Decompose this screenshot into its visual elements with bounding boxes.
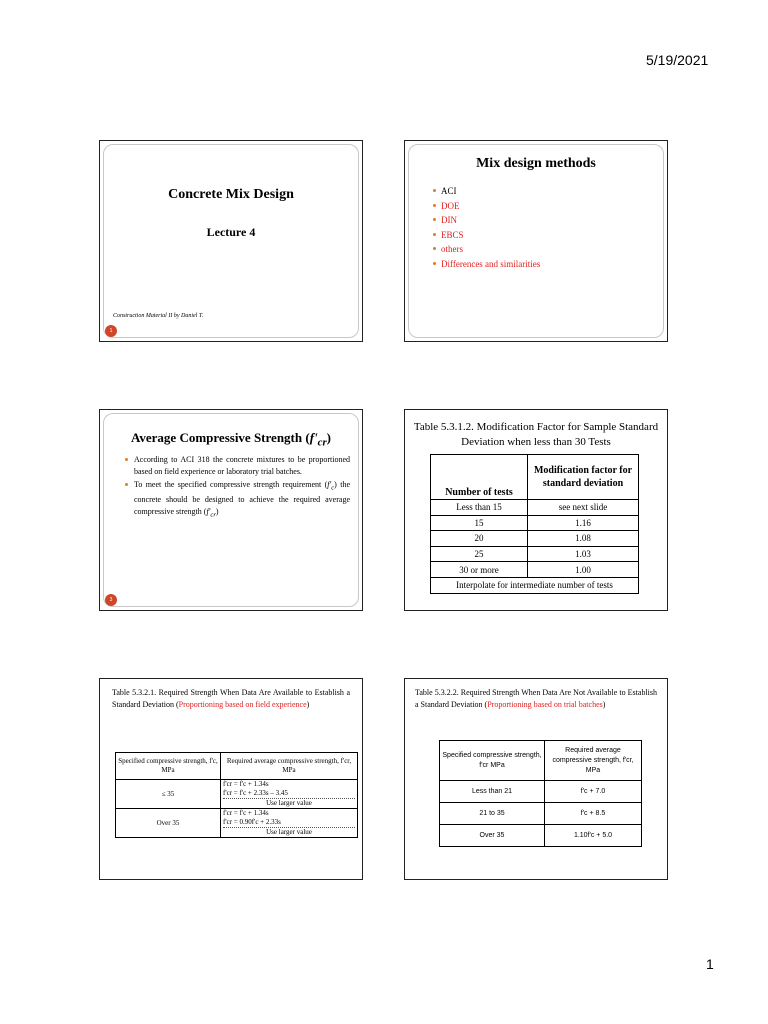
column-header: Specified compressive strength, f'c, MPa [116, 753, 221, 780]
table-cell: 30 or more [431, 562, 528, 578]
table-row [116, 780, 358, 809]
list-item: DOE [433, 199, 540, 214]
slide-5 [99, 678, 363, 880]
formula: f'cr = f'c + 1.34s [223, 809, 269, 817]
table-cell: Less than 15 [431, 500, 528, 516]
table-cell: Over 35 [440, 825, 545, 847]
table-row [116, 809, 358, 838]
table-row [440, 781, 642, 803]
table-cell: 1.00 [528, 562, 639, 578]
table-cell: 20 [431, 531, 528, 547]
slide-4 [404, 409, 668, 611]
slide-number-badge: 3 [105, 594, 117, 606]
table-row [431, 531, 639, 547]
table-caption: Table 5.3.2.2. Required Strength When Data Are Not Available to Establish a Standard Deviation (Proportioning based on trial batches) [415, 688, 657, 709]
required-strength-table [115, 752, 358, 838]
table-cell: f'c + 8.5 [545, 803, 642, 825]
list-item: ACI [433, 184, 540, 199]
required-strength-table [439, 740, 642, 847]
slide-title: Concrete Mix Design [168, 187, 294, 202]
table-row [431, 562, 639, 578]
use-note: Use larger value [266, 828, 312, 836]
column-header: Modification factor for standard deviation [528, 455, 639, 500]
list-item: EBCS [433, 228, 540, 243]
table-row [431, 515, 639, 531]
table-cell: 1.10f'c + 5.0 [545, 825, 642, 847]
table-note: Interpolate for intermediate number of tests [431, 577, 639, 593]
formula: f'cr = 0.90f'c + 2.33s [223, 818, 355, 828]
table-cell: see next slide [528, 500, 639, 516]
column-header: Required average compressive strength, f'cr, MPa [545, 741, 642, 781]
column-header: Number of tests [431, 455, 528, 500]
slide-subtitle: Lecture 4 [206, 225, 256, 239]
table-cell: 1.08 [528, 531, 639, 547]
table-cell: f'c + 7.0 [545, 781, 642, 803]
column-header: Required average compressive strength, f'cr, MPa [221, 753, 358, 780]
methods-list [433, 184, 540, 272]
page-date: 5/19/2021 [646, 52, 709, 68]
table-cell: 1.16 [528, 515, 639, 531]
table-row [431, 546, 639, 562]
formula-cell [221, 780, 358, 809]
table-cell: 1.03 [528, 546, 639, 562]
slide-frame [103, 144, 359, 338]
table-note-row [431, 577, 639, 593]
table-header-row [431, 455, 639, 500]
formula-cell [221, 809, 358, 838]
table-cell: 21 to 35 [440, 803, 545, 825]
slide-footer: Construction Material II by Daniel T. [113, 313, 204, 319]
slide-title: Mix design methods [476, 156, 596, 171]
page-number: 1 [706, 956, 714, 972]
formula: f'cr = f'c + 1.34s [223, 780, 269, 788]
slide-6 [404, 678, 668, 880]
use-note: Use larger value [266, 799, 312, 807]
bullet-list [124, 454, 350, 523]
slide-number-badge: 1 [105, 325, 117, 337]
table-cell: Over 35 [116, 809, 221, 838]
table-cell: ≤ 35 [116, 780, 221, 809]
table-title: Table 5.3.1.2. Modification Factor for Sample Standard Deviation when less than 30 Tests [413, 421, 659, 448]
table-row [440, 803, 642, 825]
table-cell: 25 [431, 546, 528, 562]
slide-1 [99, 140, 363, 342]
slide-title: Average Compressive Strength $(f'_{cr})$ [130, 430, 332, 449]
slide-3 [99, 409, 363, 611]
list-item: To meet the specified compressive strength requirement $(f'_c)$ the concrete should be designed to achieve the required average compressive strength $(f'_{cr})$ [124, 479, 350, 521]
list-item: According to ACI 318 the concrete mixtures to be proportioned based on field experience or laboratory trial batches. [124, 454, 350, 477]
column-header: Specified compressive strength, f'cr MPa [440, 741, 545, 781]
table-cell: 15 [431, 515, 528, 531]
list-item: Differences and similarities [433, 257, 540, 272]
table-caption: Table 5.3.2.1. Required Strength When Data Are Available to Establish a Standard Deviation (Proportioning based on field experience) [112, 688, 350, 709]
list-item: others [433, 242, 540, 257]
table-row [431, 500, 639, 516]
modification-factor-table [430, 454, 639, 594]
table-cell: Less than 21 [440, 781, 545, 803]
table-header-row [440, 741, 642, 781]
table-header-row [116, 753, 358, 780]
formula: f'cr = f'c + 2.33s – 3.45 [223, 789, 355, 799]
slide-2 [404, 140, 668, 342]
list-item: DIN [433, 213, 540, 228]
table-row [440, 825, 642, 847]
